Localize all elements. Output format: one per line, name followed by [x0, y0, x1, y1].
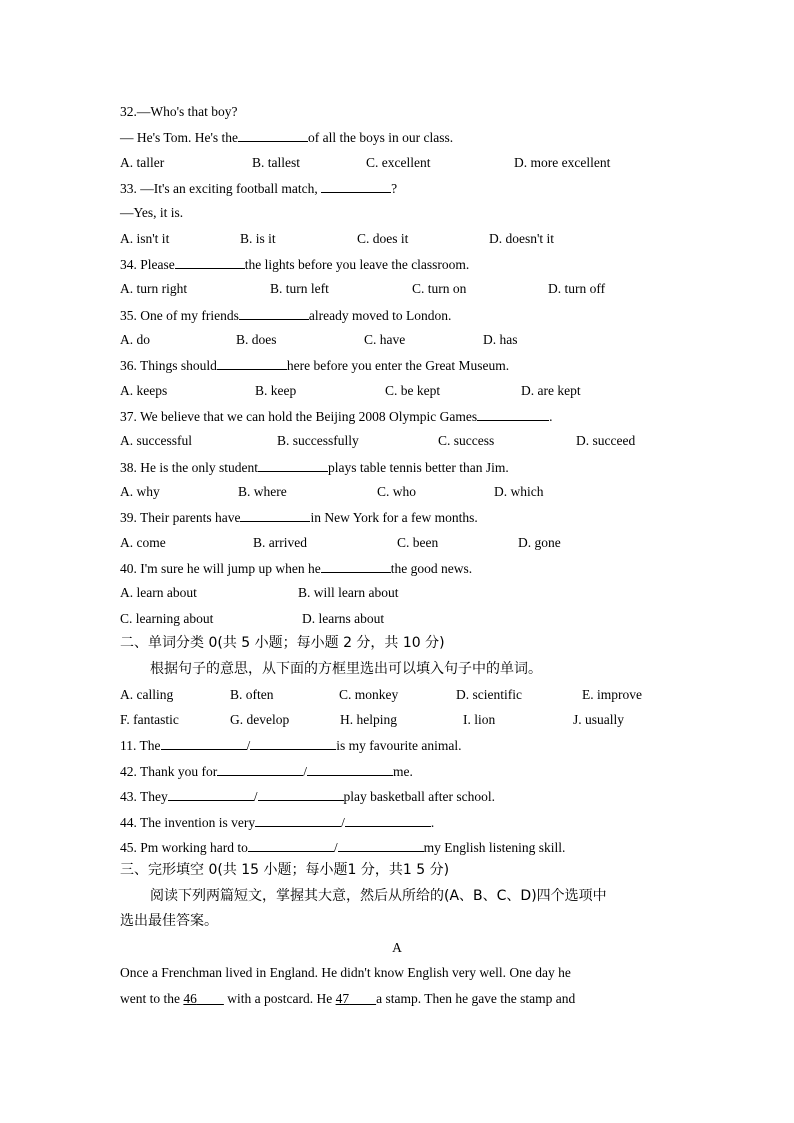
q44-stem: 44. The invention is very / .	[120, 815, 435, 830]
section3-instruction-cont: 选出最佳答案。	[120, 913, 218, 929]
q45-stem: 45. Pm working hard to / my English listening skill.	[120, 840, 566, 855]
option-b[interactable]: B. does	[236, 332, 277, 347]
option-b[interactable]: B. keep	[255, 383, 297, 398]
section2-instruction: 根据句子的意思，从下面的方框里选出可以填入句子中的单词。	[150, 661, 542, 677]
passage-line: went to the 46 with a postcard. He 47 a stamp. Then he gave the stamp and	[120, 991, 576, 1006]
word-option: E. improve	[582, 687, 642, 702]
answer-blank[interactable]	[175, 256, 245, 269]
answer-blank[interactable]	[338, 839, 424, 852]
option-d[interactable]: D. doesn't it	[489, 231, 555, 246]
passage-label: A	[392, 940, 402, 955]
q36-stem: 36. Things should here before you enter the Great Museum.	[120, 358, 510, 373]
option-d[interactable]: D. which	[494, 484, 544, 499]
q33-stem: 33. —It's an exciting football match, ?	[120, 181, 398, 196]
option-a[interactable]: A. keeps	[120, 383, 168, 398]
q41-stem: 11. The / is my favourite animal.	[120, 738, 462, 753]
option-c[interactable]: C. who	[377, 484, 417, 499]
option-b[interactable]: B. turn left	[270, 281, 329, 296]
q40-stem: 40. I'm sure he will jump up when he the good news.	[120, 561, 473, 576]
option-d[interactable]: D. succeed	[576, 433, 636, 448]
word-option: J. usually	[573, 712, 625, 727]
option-d[interactable]: D. gone	[518, 535, 561, 550]
answer-blank[interactable]	[238, 129, 308, 142]
option-a[interactable]: A. isn't it	[120, 231, 170, 246]
section3-heading: 三、完形填空 0(共 15 小题；每小题1 分，共1 5 分)	[120, 862, 450, 878]
option-a[interactable]: A. successful	[120, 433, 192, 448]
section3-instruction: 阅读下列两篇短文，掌握其大意，然后从所给的(A、B、C、D)四个选项中	[150, 888, 607, 904]
passage-line: Once a Frenchman lived in England. He didn't know English very well. One day he	[120, 965, 571, 980]
option-c[interactable]: C. success	[438, 433, 495, 448]
option-c[interactable]: C. does it	[357, 231, 409, 246]
cloze-blank-46[interactable]: 46	[183, 991, 197, 1006]
option-b[interactable]: B. tallest	[252, 155, 300, 170]
answer-blank[interactable]	[161, 737, 247, 750]
word-option: I. lion	[463, 712, 496, 727]
option-a[interactable]: A. learn about	[120, 585, 197, 600]
answer-blank[interactable]	[239, 307, 309, 320]
answer-blank[interactable]	[168, 788, 254, 801]
answer-blank[interactable]	[217, 357, 287, 370]
q42-stem: 42. Thank you for / me.	[120, 764, 413, 779]
option-d[interactable]: D. learns about	[302, 611, 385, 626]
answer-blank[interactable]	[258, 788, 344, 801]
answer-blank[interactable]	[321, 560, 391, 573]
option-b[interactable]: B. will learn about	[298, 585, 399, 600]
option-b[interactable]: B. successfully	[277, 433, 359, 448]
option-a[interactable]: A. taller	[120, 155, 165, 170]
option-a[interactable]: A. turn right	[120, 281, 188, 296]
option-c[interactable]: C. been	[397, 535, 439, 550]
word-option: D. scientific	[456, 687, 522, 702]
option-a[interactable]: A. come	[120, 535, 166, 550]
cloze-blank-47[interactable]: 47	[335, 991, 350, 1006]
answer-blank[interactable]	[255, 814, 341, 827]
answer-blank[interactable]	[258, 459, 328, 472]
answer-blank[interactable]	[307, 763, 393, 776]
q35-stem: 35. One of my friends already moved to London.	[120, 308, 452, 323]
section2-heading: 二、单词分类 0(共 5 小题；每小题 2 分，共 10 分)	[120, 635, 445, 651]
q32-stem: 32.—Who's that boy?	[120, 104, 238, 119]
option-d[interactable]: D. turn off	[548, 281, 606, 296]
q32-stem-2: — He's Tom. He's the of all the boys in our class.	[120, 130, 454, 145]
answer-blank[interactable]	[240, 509, 310, 522]
q33-stem-2: —Yes, it is.	[120, 205, 184, 220]
option-c[interactable]: C. turn on	[412, 281, 467, 296]
answer-blank[interactable]	[345, 814, 431, 827]
word-option: G. develop	[230, 712, 290, 727]
q34-stem: 34. Please the lights before you leave the classroom.	[120, 257, 470, 272]
q43-stem: 43. They / play basketball after school.	[120, 789, 495, 804]
q37-stem: 37. We believe that we can hold the Beijing 2008 Olympic Games .	[120, 409, 553, 424]
option-d[interactable]: D. are kept	[521, 383, 581, 398]
answer-blank[interactable]	[248, 839, 334, 852]
q39-stem: 39. Their parents have in New York for a few months.	[120, 510, 478, 525]
option-a[interactable]: A. do	[120, 332, 150, 347]
word-option: F. fantastic	[120, 712, 179, 727]
word-option: B. often	[230, 687, 274, 702]
option-b[interactable]: B. arrived	[253, 535, 307, 550]
word-option: H. helping	[340, 712, 397, 727]
word-option: A. calling	[120, 687, 174, 702]
option-b[interactable]: B. where	[238, 484, 287, 499]
option-d[interactable]: D. has	[483, 332, 518, 347]
option-b[interactable]: B. is it	[240, 231, 276, 246]
option-d[interactable]: D. more excellent	[514, 155, 611, 170]
answer-blank[interactable]	[477, 408, 549, 421]
option-a[interactable]: A. why	[120, 484, 160, 499]
option-c[interactable]: C. have	[364, 332, 406, 347]
answer-blank[interactable]	[217, 763, 303, 776]
word-option: C. monkey	[339, 687, 399, 702]
answer-blank[interactable]	[321, 180, 391, 193]
option-c[interactable]: C. excellent	[366, 155, 431, 170]
option-c[interactable]: C. learning about	[120, 611, 214, 626]
answer-blank[interactable]	[250, 737, 336, 750]
q38-stem: 38. He is the only student plays table tennis better than Jim.	[120, 460, 509, 475]
option-c[interactable]: C. be kept	[385, 383, 441, 398]
